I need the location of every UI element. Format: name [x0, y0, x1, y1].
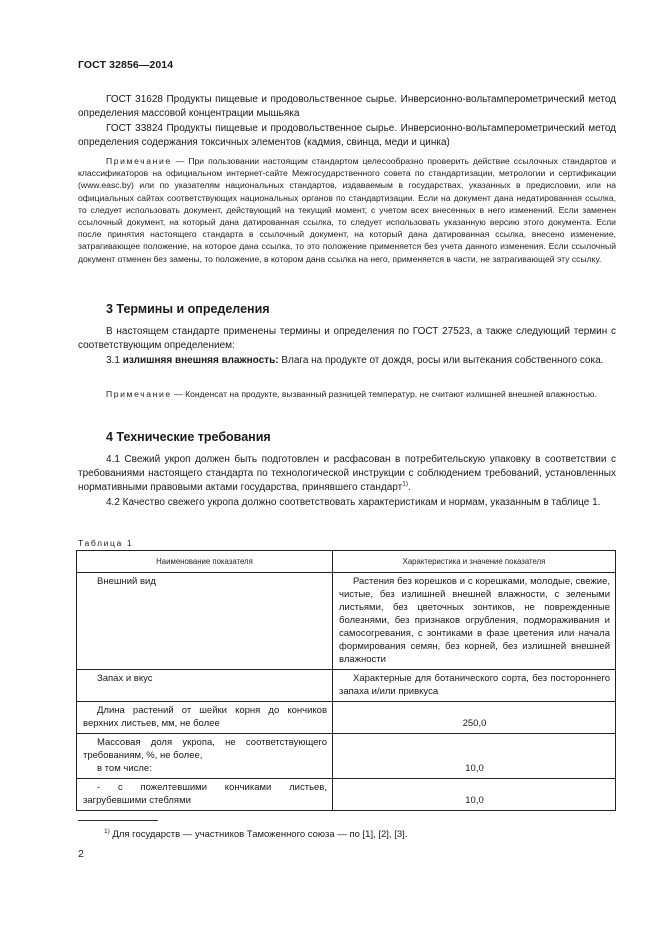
note-term-label: Примечание: [106, 389, 172, 399]
table-row: [77, 734, 616, 779]
footnote: [104, 829, 407, 840]
footnote-ref: 1): [402, 481, 408, 489]
reference-gost-31628: ГОСТ 31628 Продукты пищевые и продовольственное сырье. Инверсионно-вольтамперометрический метод определения массовой концентрации мышьяка: [78, 94, 616, 120]
note-text: — При пользовании настоящим стандартом целесообразно проверить действие ссылочных стандартов и классификаторов на официальном интернет-сайте Межгосударственного совета по стандартизации, метрологии и сертификации (www.easc.by) или по указателям национальных стандартов, издаваемым в государствах, указанных в предисловии, или на официальных сайтах соответствующих национальных органов по стандартизации. Если на документ дана недатированная ссылка, то следует использовать документ, действующий на текущий момент, с учетом всех внесенных в него изменений. Если заменен ссылочный документ, на который дана датированная ссылка, то следует использовать указанную версию этого документа. Если после принятия настоящего стандарта в ссылочный документ, на который дана датированная ссылка, внесено изменение, затрагивающее положение, на которое дана ссылка, то это положение применяется без учета данного изменения. Если ссылочный документ отменен без замены, то положение, в котором дана ссылка на него, применяется в части, не затрагивающей эту ссылку.: [78, 156, 616, 264]
document-header: ГОСТ 32856—2014: [78, 59, 174, 71]
section-3-intro: В настоящем стандарте применены термины и определения по ГОСТ 27523, а также следующий термин с соответствующим определением:: [78, 326, 616, 352]
table-cell-value: 250,0: [333, 702, 616, 734]
paragraph-4-1-end: .: [407, 482, 411, 494]
table-row: [77, 702, 616, 734]
paragraph-4-1: [78, 453, 616, 496]
table-cell-name: - с пожелтевшими кончиками листьев, загрубевшими стеблями: [77, 779, 333, 811]
table-cell-name-sub: в том числе:: [97, 763, 152, 774]
table-caption: Таблица 1: [78, 538, 134, 548]
reference-gost-33824: ГОСТ 33824 Продукты пищевые и продовольственное сырье. Инверсионно-вольтамперометрический метод определения содержания токсичных элементов (кадмия, свинца, меди и цинка): [78, 123, 616, 149]
paragraph-4-2: 4.2 Качество свежего укропа должно соответствовать характеристикам и нормам, указанным в таблице 1.: [106, 497, 601, 508]
table-cell-value: Характерные для ботанического сорта, без постороннего запаха и/или привкуса: [333, 670, 616, 702]
footnote-divider: [78, 820, 158, 821]
page-number: 2: [78, 848, 84, 860]
note-references: [78, 155, 616, 265]
table-cell-name: Внешний вид: [77, 573, 333, 670]
term-3-1: [78, 354, 616, 368]
table-row: [77, 573, 616, 670]
note-term: [78, 388, 616, 400]
footnote-mark: 1): [104, 827, 110, 835]
table-cell-name: Длина растений от шейки корня до кончиков верхних листьев, мм, не более: [77, 702, 333, 734]
requirements-table: [76, 550, 616, 811]
note-term-text: — Конденсат на продукте, вызванный разницей температур, не считают излишней внешней влажностью.: [171, 389, 597, 399]
table-header-row: [77, 551, 616, 573]
section-3-title: 3 Термины и определения: [106, 302, 270, 316]
table-row: [77, 670, 616, 702]
table-cell-name: Запах и вкус: [77, 670, 333, 702]
footnote-text: Для государств — участников Таможенного союза — по [1], [2], [3].: [109, 829, 408, 840]
term-definition: Влага на продукте от дождя, росы или вытекания собственного сока.: [278, 355, 604, 366]
note-label: Примечание: [106, 156, 172, 166]
paragraph-4-1-text: 4.1 Свежий укроп должен быть подготовлен и расфасован в потребительскую упаковку в соответствии с требованиями настоящего стандарта по технологической инструкции с соблюдением требований, установленных нормативными правовыми актами государства, принявшего стандарт: [78, 454, 616, 494]
table-cell-value: Растения без корешков и с корешками, молодые, свежие, чистые, без излишней внешней влажности, с зелеными листьями, без цветочных зонтиков, не поврежденные болезнями, без признаков огрубления, подмораживания и самосогревания, с зонтиками в фазе цветения или начала формирования семян, без корней, без излишней внешней влажности: [333, 573, 616, 670]
table-cell-value: 10,0: [333, 734, 616, 779]
table-head-value: Характеристика и значение показателя: [333, 551, 616, 573]
table-cell-value: 10,0: [333, 779, 616, 811]
table-row: [77, 779, 616, 811]
term-name: излишняя внешняя влажность:: [122, 355, 279, 366]
table-cell-name: [77, 734, 333, 779]
table-cell-name-main: Массовая доля укропа, не соответствующего требованиям, %, не более,: [83, 737, 327, 761]
section-4-title: 4 Технические требования: [106, 430, 271, 444]
term-number: 3.1: [106, 355, 123, 366]
table-head-name: Наименование показателя: [77, 551, 333, 573]
